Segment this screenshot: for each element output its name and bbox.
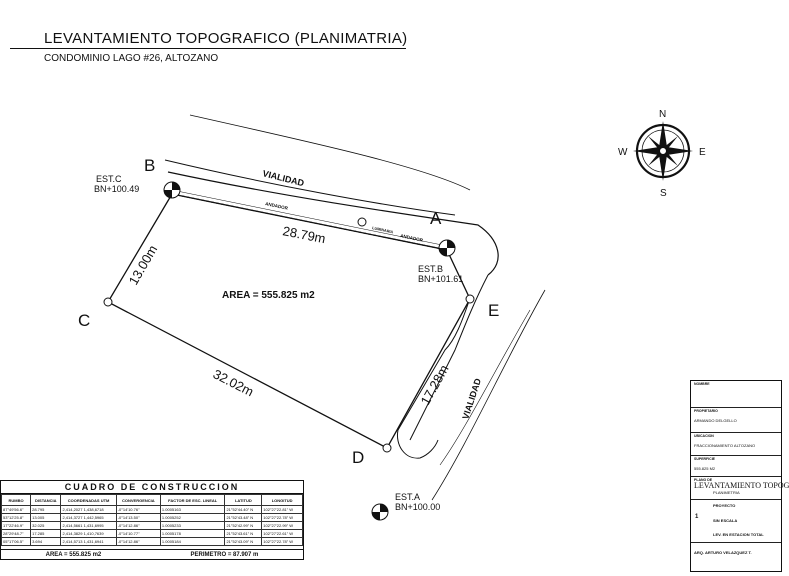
table-row — [2, 538, 303, 546]
vertex-a-label: A — [430, 209, 442, 228]
road-curb-top-inner — [168, 172, 498, 275]
table-cell: -0°14'12.86" — [116, 522, 160, 530]
table-row — [2, 530, 303, 538]
table-cell: 1.0005163 — [160, 506, 225, 514]
vertex-c-marker — [104, 298, 112, 306]
construction-table-header-cell: COORDENADAS UTM — [61, 495, 116, 506]
table-cell: 2,414,2027 1,438,6718 — [61, 506, 116, 514]
table-cell: 1.0005252 — [160, 514, 225, 522]
station-b-name: EST.B — [418, 264, 444, 274]
vertex-e-marker — [466, 295, 474, 303]
table-cell: 32.025 — [31, 522, 61, 530]
table-cell: 21°52'43.09" N — [225, 538, 262, 546]
table-cell: 102°27'22.81" W — [262, 506, 303, 514]
station-b-marker — [164, 182, 180, 198]
project-label: PROYECTO — [713, 503, 736, 508]
title-block-owner-label: PROPIETARIO — [694, 409, 718, 413]
title-block-plan — [691, 477, 789, 500]
table-cell: 1.0005233 — [160, 522, 225, 530]
page-subtitle: CONDOMINIO LAGO #26, ALTOZANO — [44, 53, 219, 64]
construction-table-header-cell: CONVERGENCIA — [116, 495, 160, 506]
table-cell: 17°22'46.9" — [2, 522, 31, 530]
road-edge-outer — [190, 115, 470, 190]
title-block-location-value: FRACCIONAMIENTO ALTOZANO — [694, 443, 756, 448]
title-block-owner-value: ARMANDO DELGELLO — [694, 418, 737, 423]
distance-de: 17.28m — [417, 362, 452, 408]
road-curb-right — [410, 275, 488, 440]
station-a-elev: BN+100.00 — [395, 502, 441, 512]
road-label-top: VIALIDAD — [261, 168, 306, 189]
table-cell: 102°27'22.78" W — [262, 538, 303, 546]
compass-n: N — [659, 109, 667, 120]
distance-ab: 28.79m — [281, 223, 327, 247]
construction-table-footer — [1, 549, 303, 559]
table-cell: 13.005 — [31, 514, 61, 522]
table-cell: 2,414,3727 1,442,5965 — [61, 514, 116, 522]
construction-table-header — [2, 495, 303, 506]
road-cul-de-sac — [397, 430, 438, 458]
station-ground-marker — [372, 504, 388, 520]
walkway-label-2: ANDADOR — [399, 233, 424, 243]
lamp-label: LUMINARIA — [371, 226, 394, 235]
scale-label: SIN ESCALA — [713, 518, 738, 523]
table-cell: 28.795 — [31, 506, 61, 514]
construction-table-header-cell: DISTANCIA — [31, 495, 61, 506]
table-cell: 05°17'06.5" — [2, 538, 31, 546]
compass-e: E — [699, 147, 706, 158]
title-block — [690, 380, 789, 572]
construction-table-header-cell: RUMBO — [2, 495, 31, 506]
station-c-elev: BN+100.49 — [94, 184, 140, 194]
sheet-number: 1 — [695, 514, 699, 520]
vertex-c-label: C — [78, 311, 91, 330]
table-cell: -0°14'13.50" — [116, 514, 160, 522]
area-total: AREA = 555.825 m2 — [45, 551, 102, 558]
table-cell: 21°52'44.40" N — [225, 506, 262, 514]
compass-w: W — [618, 147, 628, 158]
station-b-elev: BN+101.61 — [418, 274, 464, 284]
table-cell: 2,414,3829 1,410,7639 — [61, 530, 116, 538]
table-cell: 1.0005184 — [160, 538, 225, 546]
title-block-plan-sub: PLANIMETRIA — [713, 490, 740, 495]
perimeter-total: PERIMETRO = 87.907 m — [190, 551, 259, 558]
vertex-b-label: B — [144, 156, 156, 175]
construction-table-header-cell: LONGITUD — [262, 495, 303, 506]
distance-cd: 32.02m — [210, 366, 257, 400]
table-cell: 21°52'43.61" N — [225, 530, 262, 538]
title-block-surface-label: SUPERFICIE — [694, 457, 716, 461]
author-label: ARQ. ARTURO VELAZQUEZ T. — [694, 550, 752, 555]
road-edge-right-mid — [440, 310, 530, 465]
title-block-project — [691, 500, 781, 543]
table-row — [2, 506, 303, 514]
title-block-plan-label: PLANO DE — [694, 478, 713, 482]
vertex-e-label: E — [488, 301, 500, 320]
table-cell: 102°27'22.99" W — [262, 522, 303, 530]
station-a-marker — [439, 240, 455, 256]
table-row — [2, 514, 303, 522]
title-underline — [10, 48, 406, 49]
prep-label: LEV. EN ESTACION TOTAL — [713, 532, 764, 537]
title-block-name — [691, 381, 781, 408]
table-cell: 1.0005178 — [160, 530, 225, 538]
title-block-location-label: UBICACION — [694, 434, 714, 438]
vertex-d-marker — [383, 444, 391, 452]
title-block-plan-value: LEVANTAMIENTO TOPOG — [694, 481, 789, 490]
area-label: AREA = 555.825 m2 — [222, 290, 315, 301]
table-cell: 2,414,5661 1,431,6995 — [61, 522, 116, 530]
table-cell: 17.285 — [31, 530, 61, 538]
title-block-surface-value: 555.825 M2 — [694, 466, 716, 471]
table-cell: 53°12'25.8" — [2, 514, 31, 522]
table-cell: 3.694 — [31, 538, 61, 546]
table-cell: 87°49'56.6" — [2, 506, 31, 514]
construction-table-grid — [1, 494, 303, 546]
table-row — [2, 522, 303, 530]
table-cell: -0°14'12.86" — [116, 538, 160, 546]
table-cell: 28°29'48.7" — [2, 530, 31, 538]
compass-rose — [618, 109, 706, 199]
station-a-name: EST.A — [395, 492, 421, 502]
table-cell: 102°27'22.61" W — [262, 530, 303, 538]
distance-bc: 13.00m — [125, 242, 161, 288]
table-cell: 2,414,5713 1,431,6941 — [61, 538, 116, 546]
lamp-marker — [358, 218, 366, 226]
road-edge-right-outer — [432, 290, 545, 500]
table-cell: 102°27'22.78" W — [262, 514, 303, 522]
title-block-owner — [691, 408, 781, 433]
table-cell: 21°52'42.99" N — [225, 522, 262, 530]
title-block-name-label: NOMBRE — [694, 382, 710, 386]
vertex-d-label: D — [352, 448, 365, 467]
table-cell: -0°14'10.76" — [116, 506, 160, 514]
title-block-author — [691, 543, 781, 563]
construction-table — [0, 480, 304, 560]
table-cell: -0°14'10.77" — [116, 530, 160, 538]
page-title: LEVANTAMIENTO TOPOGRAFICO (PLANIMATRIA) — [44, 30, 408, 47]
title-block-location — [691, 433, 781, 456]
construction-table-header-cell: FACTOR DE ESC. LINEAL — [160, 495, 225, 506]
construction-table-header-cell: LATITUD — [225, 495, 262, 506]
compass-s: S — [660, 188, 667, 199]
station-c-name: EST.C — [96, 174, 122, 184]
walkway-label-1: ANDADOR — [264, 201, 289, 211]
title-block-surface — [691, 456, 781, 477]
road-label-right: VIALIDAD — [460, 377, 484, 421]
table-cell: 21°52'43.48" N — [225, 514, 262, 522]
construction-table-title: CUADRO DE CONSTRUCCION — [1, 481, 303, 494]
